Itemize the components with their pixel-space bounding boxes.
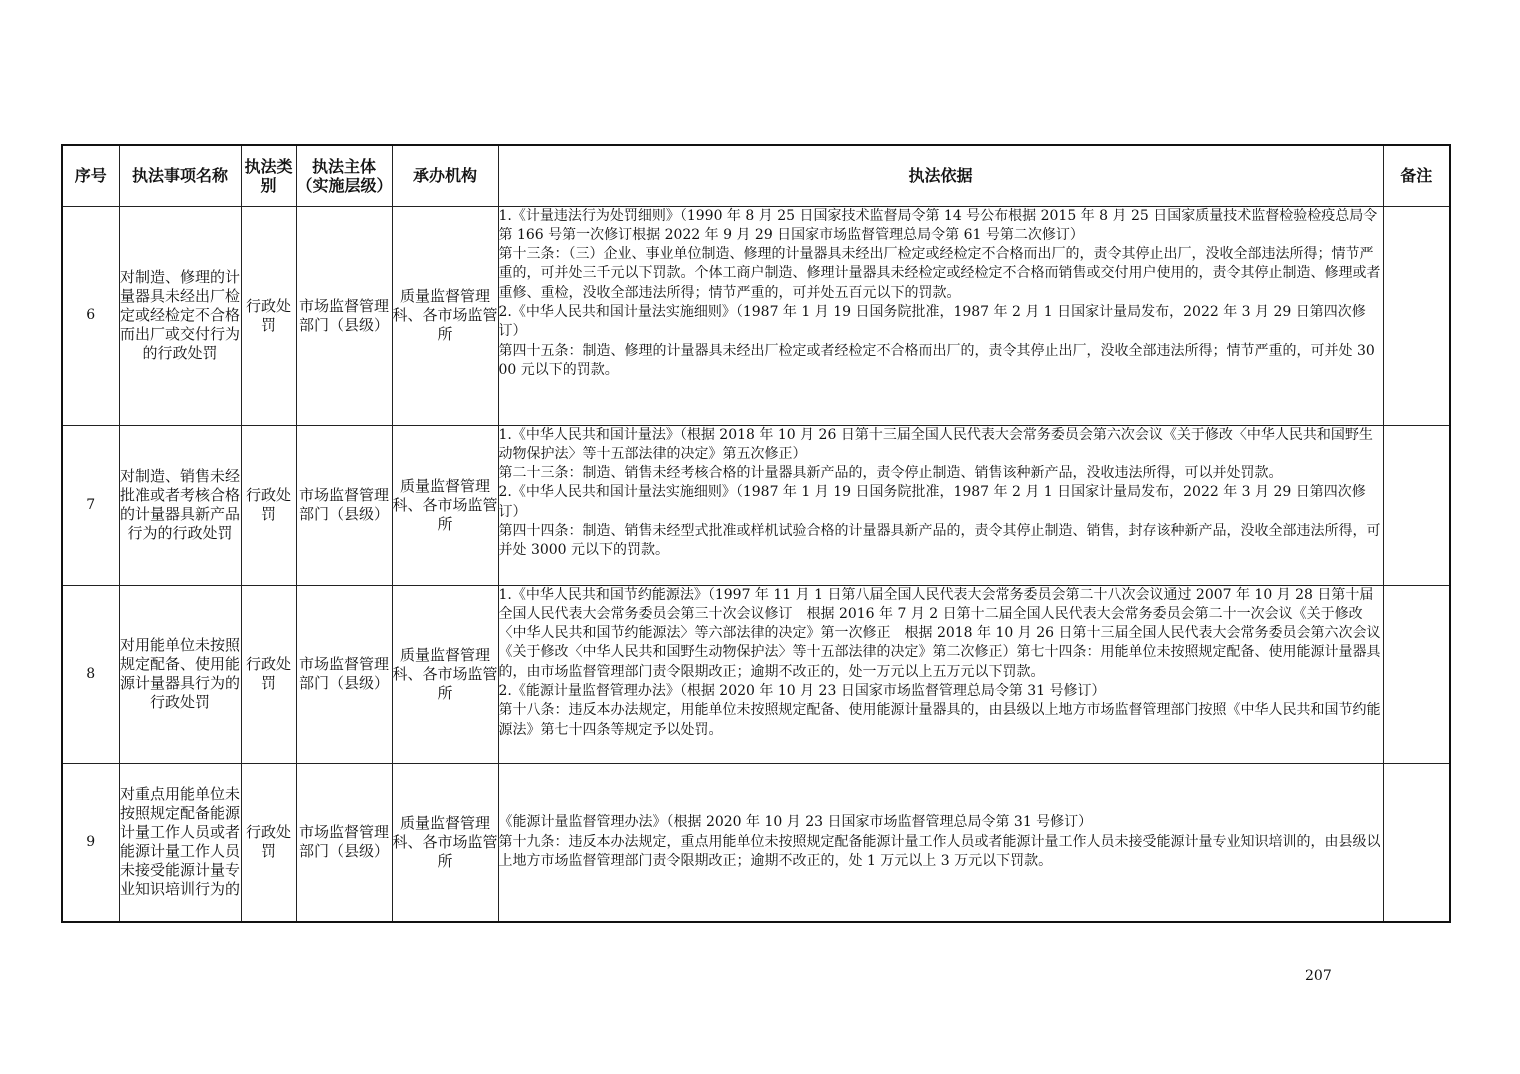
basis-paragraph: 第二十三条：制造、销售未经考核合格的计量器具新产品的，责令停止制造、销售该种新产品，没收违法所得，可以并处罚款。 (498, 465, 1283, 482)
cell-category: 行政处罚 (241, 206, 296, 425)
cell-note (1383, 763, 1450, 922)
basis-paragraph: 第十九条：违反本办法规定，重点用能单位未按照规定配备能源计量工作人员或者能源计量工作人员未接受能源计量专业知识培训的，由县级以上地方市场监督管理部门责令限期改正；逾期不改正的，处 1 万元以上 3 万元以下罚款。 (498, 833, 1381, 869)
cell-subject: 市场监督管理部门（县级） (296, 763, 392, 922)
cell-seq: 7 (62, 425, 119, 585)
cell-name: 对用能单位未按照规定配备、使用能源计量器具行为的行政处罚 (119, 585, 241, 763)
table-row (62, 585, 1450, 763)
cell-basis (498, 206, 1383, 425)
basis-paragraph: 第四十四条：制造、销售未经型式批准或样机试验合格的计量器具新产品的，责令其停止制造、销售，封存该种新产品，没收全部违法所得，可并处 3000 元以下的罚款。 (498, 522, 1381, 559)
table-row (62, 206, 1450, 425)
basis-paragraph: 1.《计量违法行为处罚细则》（1990 年 8 月 25 日国家技术监督局令第 14 号公布根据 2015 年 8 月 25 日国家质量技术监督检验检疫总局令第 166 号第一次修订根据 2022 年 9 月 29 日国家市场监督管理总局令第 61 号第二次修订） (498, 207, 1378, 243)
cell-name: 对制造、修理的计量器具未经出厂检定或经检定不合格而出厂或交付行为的行政处罚 (119, 206, 241, 425)
cell-agency: 质量监督管理科、各市场监管所 (392, 585, 498, 763)
header-seq: 序号 (62, 145, 119, 206)
header-basis: 执法依据 (498, 145, 1383, 206)
cell-agency: 质量监督管理科、各市场监管所 (392, 763, 498, 922)
enforcement-table (61, 144, 1451, 923)
basis-paragraph: 2.《中华人民共和国计量法实施细则》（1987 年 1 月 19 日国务院批准，1987 年 2 月 1 日国家计量局发布，2022 年 3 月 29 日第四次修订） (498, 303, 1366, 340)
cell-seq: 9 (62, 763, 119, 922)
cell-subject: 市场监督管理部门（县级） (296, 585, 392, 763)
cell-subject: 市场监督管理部门（县级） (296, 206, 392, 425)
basis-paragraph: 1.《中华人民共和国节约能源法》（1997 年 11 月 1 日第八届全国人民代表大会常务委员会第二十八次会议通过 2007 年 10 月 28 日第十届全国人民代表大会常务委员会第三十次会议修订 根据 2016 年 7 月 2 日第十二届全国人民代表大会常务委员会第二十一次会议《关于修改〈中华人民共和国节约能源法〉等六部法律的决定》第一次修正 根据 2018 年 10 月 26 日第十三届全国人民代表大会常务委员会第六次会议《关于修改〈中华人民共和国野生动物保护法〉等十五部法律的决定》第二次修正）第七十四条：用能单位未按照规定配备、使用能源计量器具的，由市场监督管理部门责令限期改正；逾期不改正的，处一万元以上五万元以下罚款。 (498, 586, 1381, 680)
table-row (62, 763, 1450, 922)
cell-note (1383, 206, 1450, 425)
basis-paragraph: 第十八条：违反本办法规定，用能单位未按照规定配备、使用能源计量器具的，由县级以上地方市场监督管理部门按照《中华人民共和国节约能源法》第七十四条等规定予以处罚。 (498, 702, 1381, 738)
basis-paragraph: 1.《中华人民共和国计量法》（根据 2018 年 10 月 26 日第十三届全国人民代表大会常务委员会第六次会议《关于修改〈中华人民共和国野生动物保护法〉等十五部法律的决定》第五次修正） (498, 426, 1373, 462)
cell-name: 对重点用能单位未按照规定配备能源计量工作人员或者能源计量工作人员未接受能源计量专业知识培训行为的 (119, 763, 241, 922)
page-number: 207 (1305, 968, 1332, 984)
cell-basis (498, 763, 1383, 922)
table-row (62, 425, 1450, 585)
cell-category: 行政处罚 (241, 763, 296, 922)
header-category: 执法类别 (241, 145, 296, 206)
cell-agency: 质量监督管理科、各市场监管所 (392, 206, 498, 425)
header-name: 执法事项名称 (119, 145, 241, 206)
header-row (62, 145, 1450, 206)
cell-seq: 6 (62, 206, 119, 425)
cell-subject: 市场监督管理部门（县级） (296, 425, 392, 585)
cell-note (1383, 585, 1450, 763)
header-agency: 承办机构 (392, 145, 498, 206)
cell-note (1383, 425, 1450, 585)
cell-agency: 质量监督管理科、各市场监管所 (392, 425, 498, 585)
header-subject: 执法主体（实施层级） (296, 145, 392, 206)
basis-paragraph: 2.《中华人民共和国计量法实施细则》（1987 年 1 月 19 日国务院批准，1987 年 2 月 1 日国家计量局发布，2022 年 3 月 29 日第四次修订） (498, 484, 1366, 520)
cell-category: 行政处罚 (241, 585, 296, 763)
cell-seq: 8 (62, 585, 119, 763)
basis-paragraph: 第四十五条：制造、修理的计量器具未经出厂检定或者经检定不合格而出厂的，责令其停止出厂，没收全部违法所得；情节严重的，可并处 3000 元以下的罚款。 (498, 342, 1375, 378)
header-note: 备注 (1383, 145, 1450, 206)
cell-basis (498, 585, 1383, 763)
basis-paragraph: 《能源计量监督管理办法》（根据 2020 年 10 月 23 日国家市场监督管理总局令第 31 号修订） (498, 814, 1093, 831)
basis-paragraph: 第十三条：（三）企业、事业单位制造、修理的计量器具未经出厂检定或经检定不合格而出厂的，责令其停止出厂，没收全部违法所得；情节严重的，可并处三千元以下罚款。个体工商户制造、修理计量器具未经检定或经检定不合格而销售或交付用户使用的，责令其停止制造、修理或者重修、重检，没收全部违法所得；情节严重的，可并处五百元以下的罚款。 (498, 246, 1381, 301)
cell-category: 行政处罚 (241, 425, 296, 585)
basis-paragraph: 2.《能源计量监督管理办法》（根据 2020 年 10 月 23 日国家市场监督管理总局令第 31 号修订） (498, 682, 1106, 699)
cell-name: 对制造、销售未经批准或者考核合格的计量器具新产品行为的行政处罚 (119, 425, 241, 585)
cell-basis (498, 425, 1383, 585)
